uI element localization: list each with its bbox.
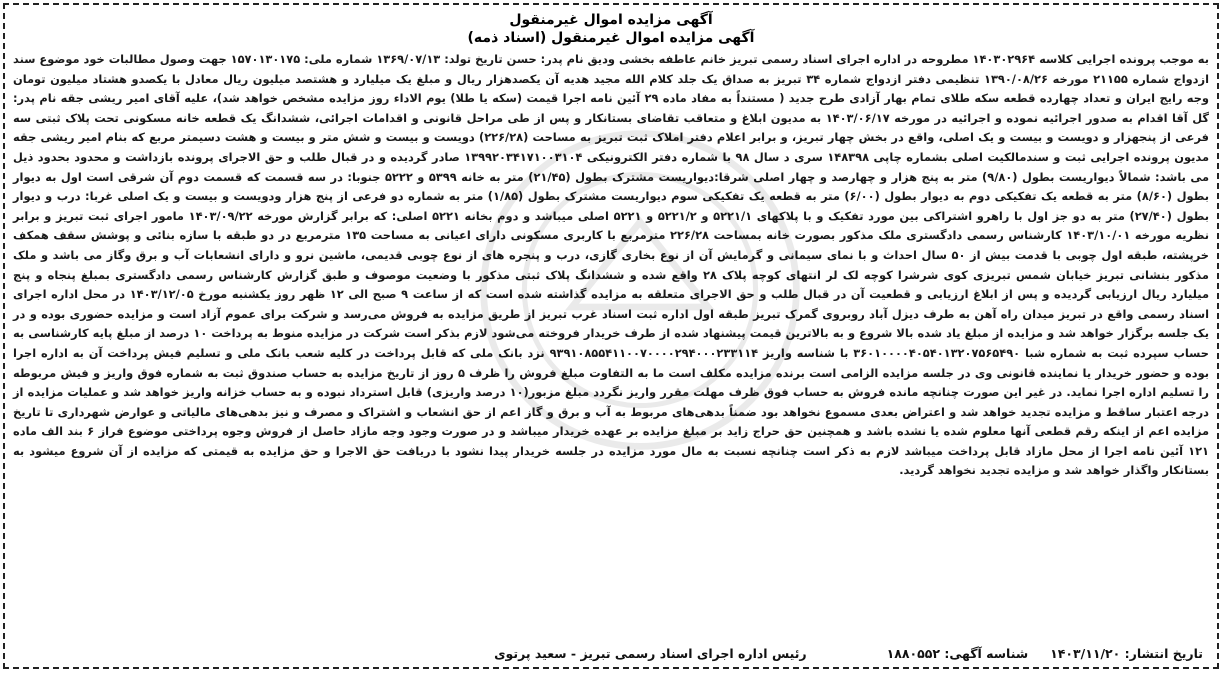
announcement-subtitle: آگهی مزایده اموال غیرمنقول (اسناد ذمه): [467, 30, 755, 46]
ad-id: شناسه آگهی: ۱۸۸۰۵۵۲: [886, 646, 1029, 661]
announcement-title: آگهی مزایده اموال غیرمنقول: [509, 12, 713, 28]
footer-meta: [887, 645, 1209, 663]
announcement-footer: [13, 645, 1209, 663]
signature: رئیس اداره اجرای اسناد رسمی تبریز - سعید پرتوی: [494, 646, 807, 661]
announcement-body: به موجب پرونده اجرایی کلاسه ۱۴۰۳۰۲۹۶۴ مطروحه در اداره اجرای اسناد رسمی تبریز خانم عاطفه بخشی ودیق نام پدر: حسن تاریخ تولد: ۱۳۶۹/۰۷/۱۳ شماره ملی: ۱۵۷۰۱۳۰۱۷۵ جهت وصول مطالبات خود موضوع سند ازدواج شماره ۲۱۱۵۵ مورخه ۱۳۹۰/۰۸/۲۶ تنظیمی دفتر ازدواج شماره ۳۴ تبریز به صداق یک جلد کلام الله مجید هدیه آن یکصدهزار ریال و مبلغ یک میلیارد و هشتصد میلیون ریال معادل با یکصدو هشتاد میلیون تومان وجه رایج ایران و تعداد چهارده قطعه سکه طلای تمام بهار آزادی طرح جدید ( مستنداً به مفاد ماده ۲۹ آئین نامه اجرا قیمت (سکه یا طلا) یوم الاداء روز مزایده مشخص خواهد شد)، علیه آقای امیر ریشی جقه نام پدر: گل آقا اقدام به صدور اجرائیه نموده و اجرائیه در مورخه ۱۴۰۳/۰۶/۱۷ به مدیون ابلاغ و متعاقب تقاضای بستانکار و پس از طی مراحل قانونی و اقدامات اجرائی، ششدانگ یک قطعه خانه مسکونی تحت پلاک ثبتی سه فرعی از پنجهزار و دویست و بیست و یک اصلی، واقع در بخش چهار تبریز، و برابر اعلام دفتر املاک ثبت تبریز به مساحت (۲۲۶/۲۸) دویست و بیست و شش متر و بیست و هشت دسیمتر مربع که بنام امیر ریشی جقه مدیون پرونده اجرایی ثبت و سندمالکیت اصلی بشماره چاپی ۱۴۸۳۹۸ سری د سال ۹۸ با شماره دفتر الکترونیکی ۱۳۹۹۲۰۳۴۱۷۱۰۰۳۱۰۴ صادر گردیده و در قبال طلب و حق الاجرای پرونده بازداشت و محدود بحدود ذیل می باشد: شمالاً دیواریست بطول (۹/۸۰) متر به پنج هزار و چهارصد و چهار اصلی شرقا:دیواریست مشترک بطول (۲۱/۴۵) متر به خانه ۵۳۹۹ و ۵۲۲۲ جنوبا: در سه قسمت که قسمت دوم آن شرقی است اول به دیوار بطول (۸/۶۰) متر به قطعه یک تفکیکی دوم به دیوار بطول (۶/۰۰) متر به قطعه یک تفکیکی سوم دیواریست مشترک بطول (۱/۸۵) متر به شماره دو فرعی از پنج هزار ودویست و بیست و یک اصلی غربا: درب و دیوار بطول (۲۷/۴۰) متر به دو جز اول با راهرو اشتراکی بین مورد تفکیک و با پلاکهای ۵۲۲۱/۱ و ۵۲۲۱/۲ و ۵۲۲۱ اصلی میباشد و دوم بخانه ۵۲۲۱ اصلی: که برابر گزارش مورخه ۱۴۰۳/۰۹/۲۲ مامور اجرای ثبت تبریز و برابر نظریه مورخه ۱۴۰۳/۱۰/۰۱ کارشناس رسمی دادگستری ملک مذکور بصورت خانه بمساحت ۲۲۶/۲۸ مترمربع با کاربری مسکونی دارای اعیانی به مساحت ۱۳۵ مترمربع در دو طبقه با سازه بنائی و پوشش سقف همکف خرپشته، طبقه اول چوبی با قدمت بیش از ۵۰ سال احداث و با نمای سیمانی و گرمایش آن از نوع بخاری گازی، درب و پنجره های از نوع چوبی قدیمی، ماشین نرو و دارای انشعابات آب و برق وگاز می باشد و ملک مذکور بنشانی تبریز خیابان شمس تبریزی کوی شرشرا کوچه لک لر انتهای کوچه پلاک ۲۸ واقع شده و ششدانگ پلاک ثبتی مذکور با وضعیت موصوف و طبق گزارش کارشناس رسمی دادگستری بمبلغ پنجاه و پنج میلیارد ریال ارزیابی گردیده و پس از ابلاغ ارزیابی و قطعیت آن در قبال طلب و حق الاجرای متعلقه به مزایده گذاشته شده است که از ساعت ۹ صبح الی ۱۲ ظهر روز یکشنبه مورخ ۱۴۰۳/۱۲/۰۵ در محل اداره اجرای اسناد رسمی واقع در تبریز میدان راه آهن به طرف دیزل آباد روبروی گمرک تبریز طبقه اول اداره ثبت اسناد غرب تبریز از طریق مزایده به فروش می‌رسد و شرکت برای عموم آزاد است و مزایده حضوری بوده و در یک جلسه برگزار خواهد شد و مزایده از مبلغ یاد شده بالا شروع و به بالاترین قیمت پیشنهاد شده از طرف خریدار فروخته می‌شود لازم بذکر است شرکت در مزایده منوط به پرداخت ۱۰ درصد از مبلغ پایه کارشناسی به حساب سپرده ثبت به شماره شبا ۳۶۰۱۰۰۰۰۴۰۵۴۰۱۳۲۰۷۵۶۵۴۹۰ با شناسه واریز ۹۳۹۱۰۸۵۵۴۱۱۰۰۷۰۰۰۰۲۹۴۰۰۰۲۳۳۱۱۴ نزد بانک ملی که قابل پرداخت در کلیه شعب بانک ملی و تسلیم فیش پرداخت آن به اداره اجرا بوده و حضور خریدار یا نماینده قانونی وی در جلسه مزایده الزامی است برنده مزایده مکلف است ما به التفاوت مبلغ فروش را ظرف ۵ روز از تاریخ مزایده به حساب صندوق ثبت به شماره فوق واریز و فیش مربوطه را تسلیم اداره اجرا نماید. در غیر این صورت چنانچه مانده فروش به حساب فوق ظرف مهلت مقرر واریز نگردد مبلغ مزبور(۱۰ درصد واریزی) قابل استرداد نبوده و به حساب خزانه واریز خواهد شد و عملیات مزایده از درجه اعتبار ساقط و مزایده تجدید خواهد شد و اعتراض بعدی مسموع نخواهد بود ضمناً بدهی‌های مربوط به آب و برق و گاز اعم از حق انشعاب و اشتراک و مصرف و نیز بدهی‌های مالیاتی و عوارض شهرداری تا تاریخ مزایده اعم از اینکه رقم قطعی آنها معلوم شده یا نشده باشد و همچنین حق حراج زاید بر مبلغ مزایده بر عهده خریدار میباشد و در صورت وجود وجه مازاد حاصل از فروش وجوه پرداختی موضوع فراز ۶ بند الف ماده ۱۲۱ آئین نامه اجرا از محل مازاد قابل پرداخت میباشد لازم به ذکر است چنانچه نسبت به مال مورد مزایده در جلسه خریدار پیدا نشود با دریافت حق الاجرا و حق مزایده به قیمتی که مزایده از آن شروع میشود به بستانکار واگذار خواهد شد و مزایده تجدید نخواهد گردید.: [13, 52, 1210, 478]
titles: [13, 11, 1209, 47]
publish-date: تاریخ انتشار: ۱۴۰۳/۱۱/۲۰: [1050, 646, 1203, 661]
announcement-frame: [3, 3, 1219, 669]
